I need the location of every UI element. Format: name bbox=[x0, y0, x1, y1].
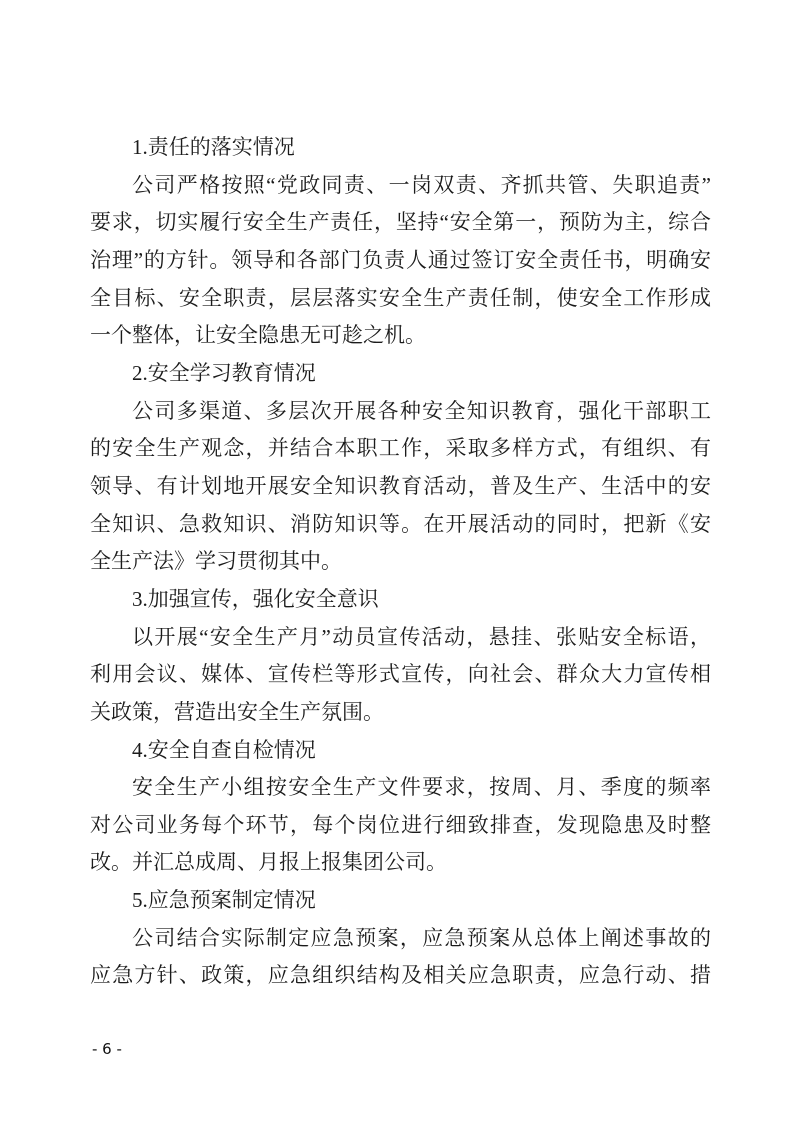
paragraph-line: 改。并汇总成周、月报上报集团公司。 bbox=[90, 850, 447, 875]
paragraph-line: 公司严格按照“党政同责、一岗双责、齐抓共管、失职追责” bbox=[132, 172, 711, 197]
paragraph-line: 全生产法》学习贯彻其中。 bbox=[90, 549, 342, 574]
paragraph-line: 公司多渠道、多层次开展各种安全知识教育，强化干部职工 bbox=[132, 398, 711, 423]
paragraph-line: 应急方针、政策，应急组织结构及相关应急职责，应急行动、措 bbox=[90, 963, 711, 988]
section-heading: 1.责任的落实情况 bbox=[132, 135, 295, 159]
paragraph-line: 公司结合实际制定应急预案，应急预案从总体上阐述事故的 bbox=[132, 925, 711, 950]
section-heading: 5.应急预案制定情况 bbox=[132, 888, 316, 913]
paragraph-line: 全目标、安全职责，层层落实安全生产责任制，使安全工作形成 bbox=[90, 285, 711, 310]
page-number: - 6 - bbox=[92, 1040, 122, 1058]
paragraph-line: 利用会议、媒体、宣传栏等形式宣传，向社会、群众大力宣传相 bbox=[90, 662, 711, 687]
paragraph-line: 全知识、急救知识、消防知识等。在开展活动的同时，把新《安 bbox=[90, 511, 711, 536]
paragraph-line: 对公司业务每个环节，每个岗位进行细致排查，发现隐患及时整 bbox=[90, 812, 711, 837]
paragraph-line: 一个整体，让安全隐患无可趁之机。 bbox=[90, 323, 426, 348]
paragraph-line: 关政策，营造出安全生产氛围。 bbox=[90, 699, 384, 724]
section-heading: 3.加强宣传，强化安全意识 bbox=[132, 586, 379, 611]
document-body bbox=[90, 129, 711, 995]
paragraph-line: 领导、有计划地开展安全知识教育活动，普及生产、生活中的安 bbox=[90, 473, 711, 498]
paragraph-line: 以开展“安全生产月”动员宣传活动，悬挂、张贴安全标语， bbox=[132, 624, 711, 649]
section-heading: 4.安全自查自检情况 bbox=[132, 737, 316, 762]
paragraph-line: 治理”的方针。领导和各部门负责人通过签订安全责任书，明确安 bbox=[90, 247, 711, 272]
paragraph-line: 的安全生产观念，并结合本职工作，采取多样方式，有组织、有 bbox=[90, 436, 711, 461]
paragraph-line: 安全生产小组按安全生产文件要求，按周、月、季度的频率 bbox=[132, 775, 711, 800]
paragraph-line: 要求，切实履行安全生产责任，坚持“安全第一，预防为主，综合 bbox=[90, 210, 711, 235]
section-heading: 2.安全学习教育情况 bbox=[132, 360, 316, 385]
